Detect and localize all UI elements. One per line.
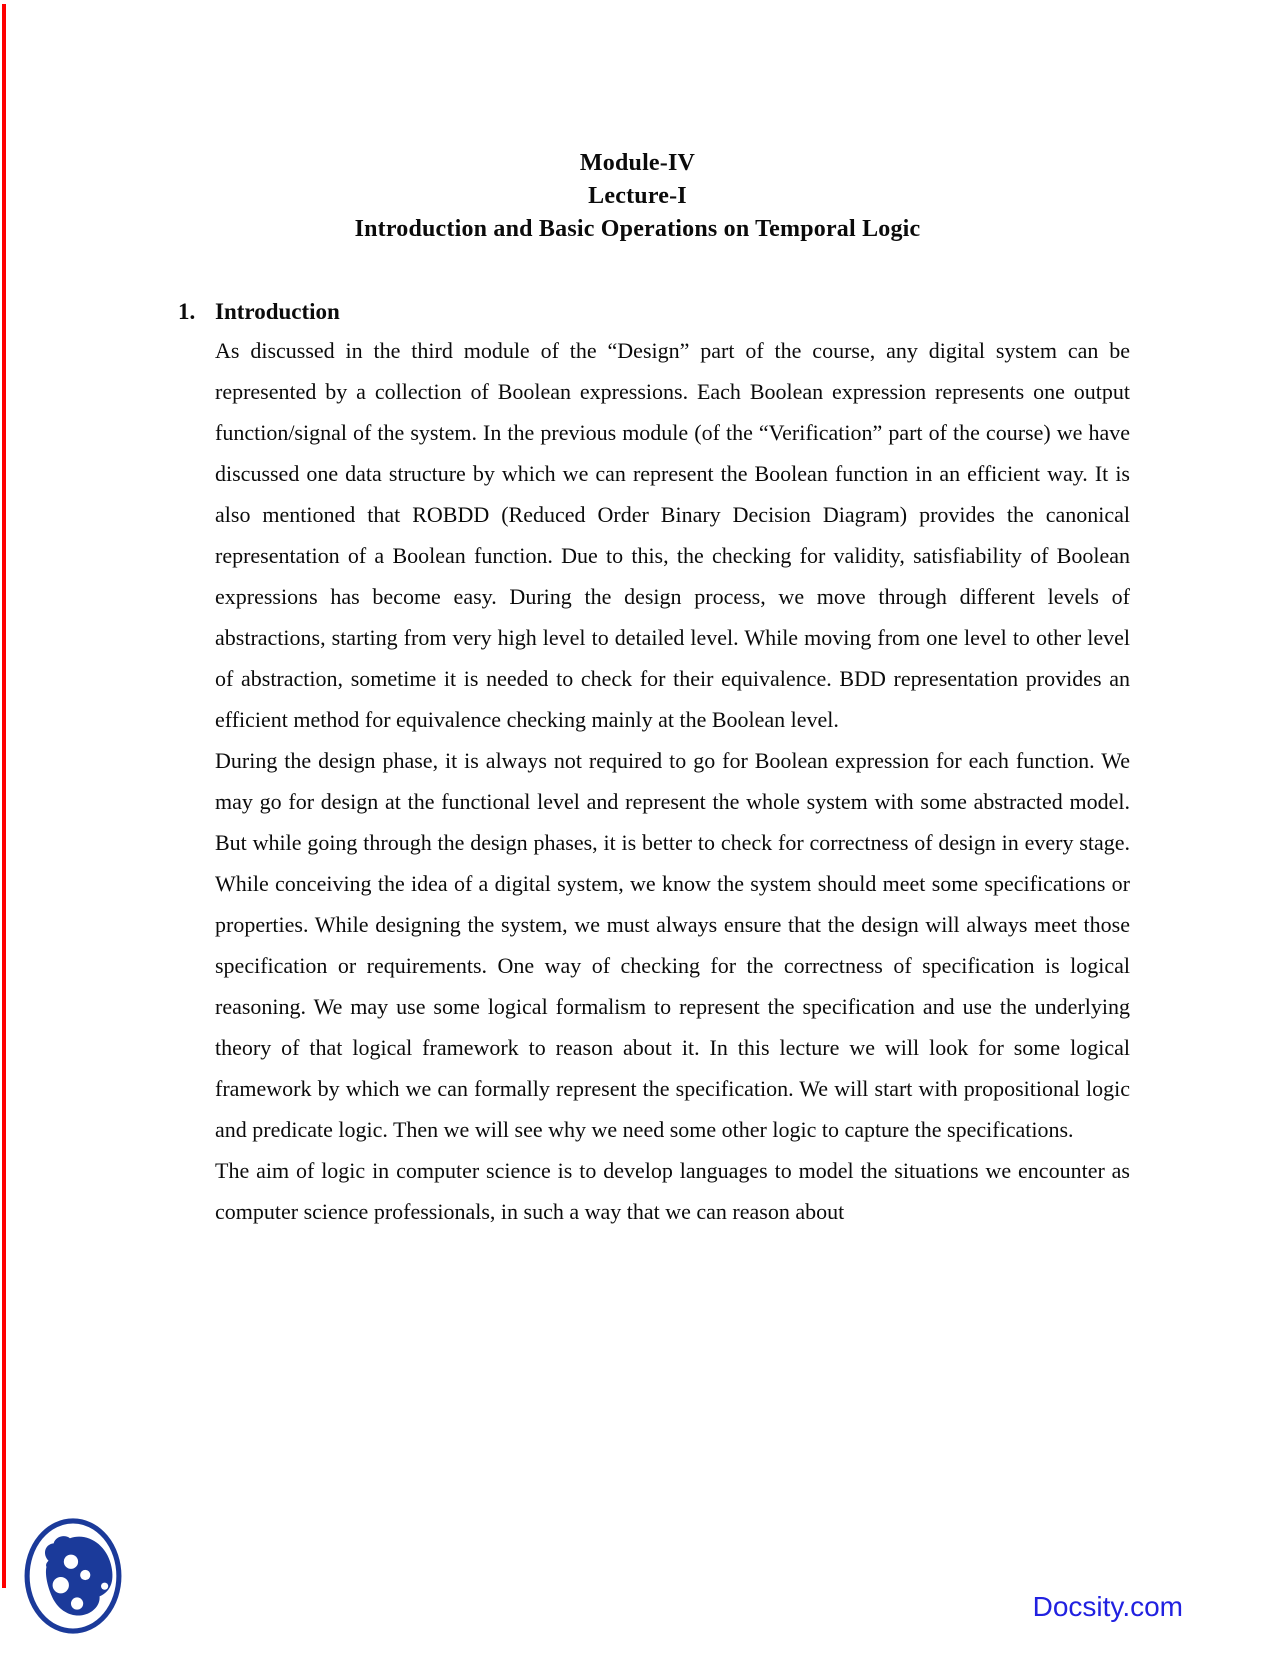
document-title — [180, 147, 1095, 246]
section-number: 1. — [178, 299, 196, 324]
title-topic: Introduction and Basic Operations on Temporal Logic — [354, 216, 921, 242]
left-margin-rule — [2, 4, 6, 1588]
paragraph-1: As discussed in the third module of the “Design” part of the course, any digital system can be represented by a collection of Boolean expressions. Each Boolean expression represents one output function/signal of the system. In the previous module (of the “Verification” part of the course) we have discussed one data structure by which we can represent the Boolean function in an efficient way. It is also mentioned that ROBDD (Reduced Order Binary Decision Diagram) provides the canonical representation of a Boolean function. Due to this, the checking for validity, satisfiability of Boolean expressions has become easy. During the design process, we move through different levels of abstractions, starting from very high level to detailed level. While moving from one level to other level of abstraction, sometime it is needed to check for their equivalence. BDD representation provides an efficient method for equivalence checking mainly at the Boolean level. — [215, 338, 1130, 732]
title-module: Module-IV — [579, 150, 696, 176]
document-body — [215, 330, 1130, 1232]
section-title: Introduction — [215, 299, 340, 324]
paragraph-3: The aim of logic in computer science is to develop languages to model the situations we encounter as computer science professionals, in such a way that we can reason about — [215, 1158, 1130, 1224]
section-heading — [178, 298, 1130, 326]
docsity-logo-icon — [22, 1514, 124, 1638]
title-lecture: Lecture-I — [588, 183, 687, 209]
docsity-link[interactable]: Docsity.com — [1032, 1591, 1183, 1622]
paragraph-2: During the design phase, it is always not required to go for Boolean expression for each function. We may go for design at the functional level and represent the whole system with some abstracted model. But while going through the design phases, it is better to check for correctness of design in every stage. While conceiving the idea of a digital system, we know the system should meet some specifications or properties. While designing the system, we must always ensure that the design will always meet those specification or requirements. One way of checking for the correctness of specification is logical reasoning. We may use some logical formalism to represent the specification and use the underlying theory of that logical framework to reason about it. In this lecture we will look for some logical framework by which we can formally represent the specification. We will start with propositional logic and predicate logic. Then we will see why we need some other logic to capture the specifications. — [215, 748, 1130, 1142]
